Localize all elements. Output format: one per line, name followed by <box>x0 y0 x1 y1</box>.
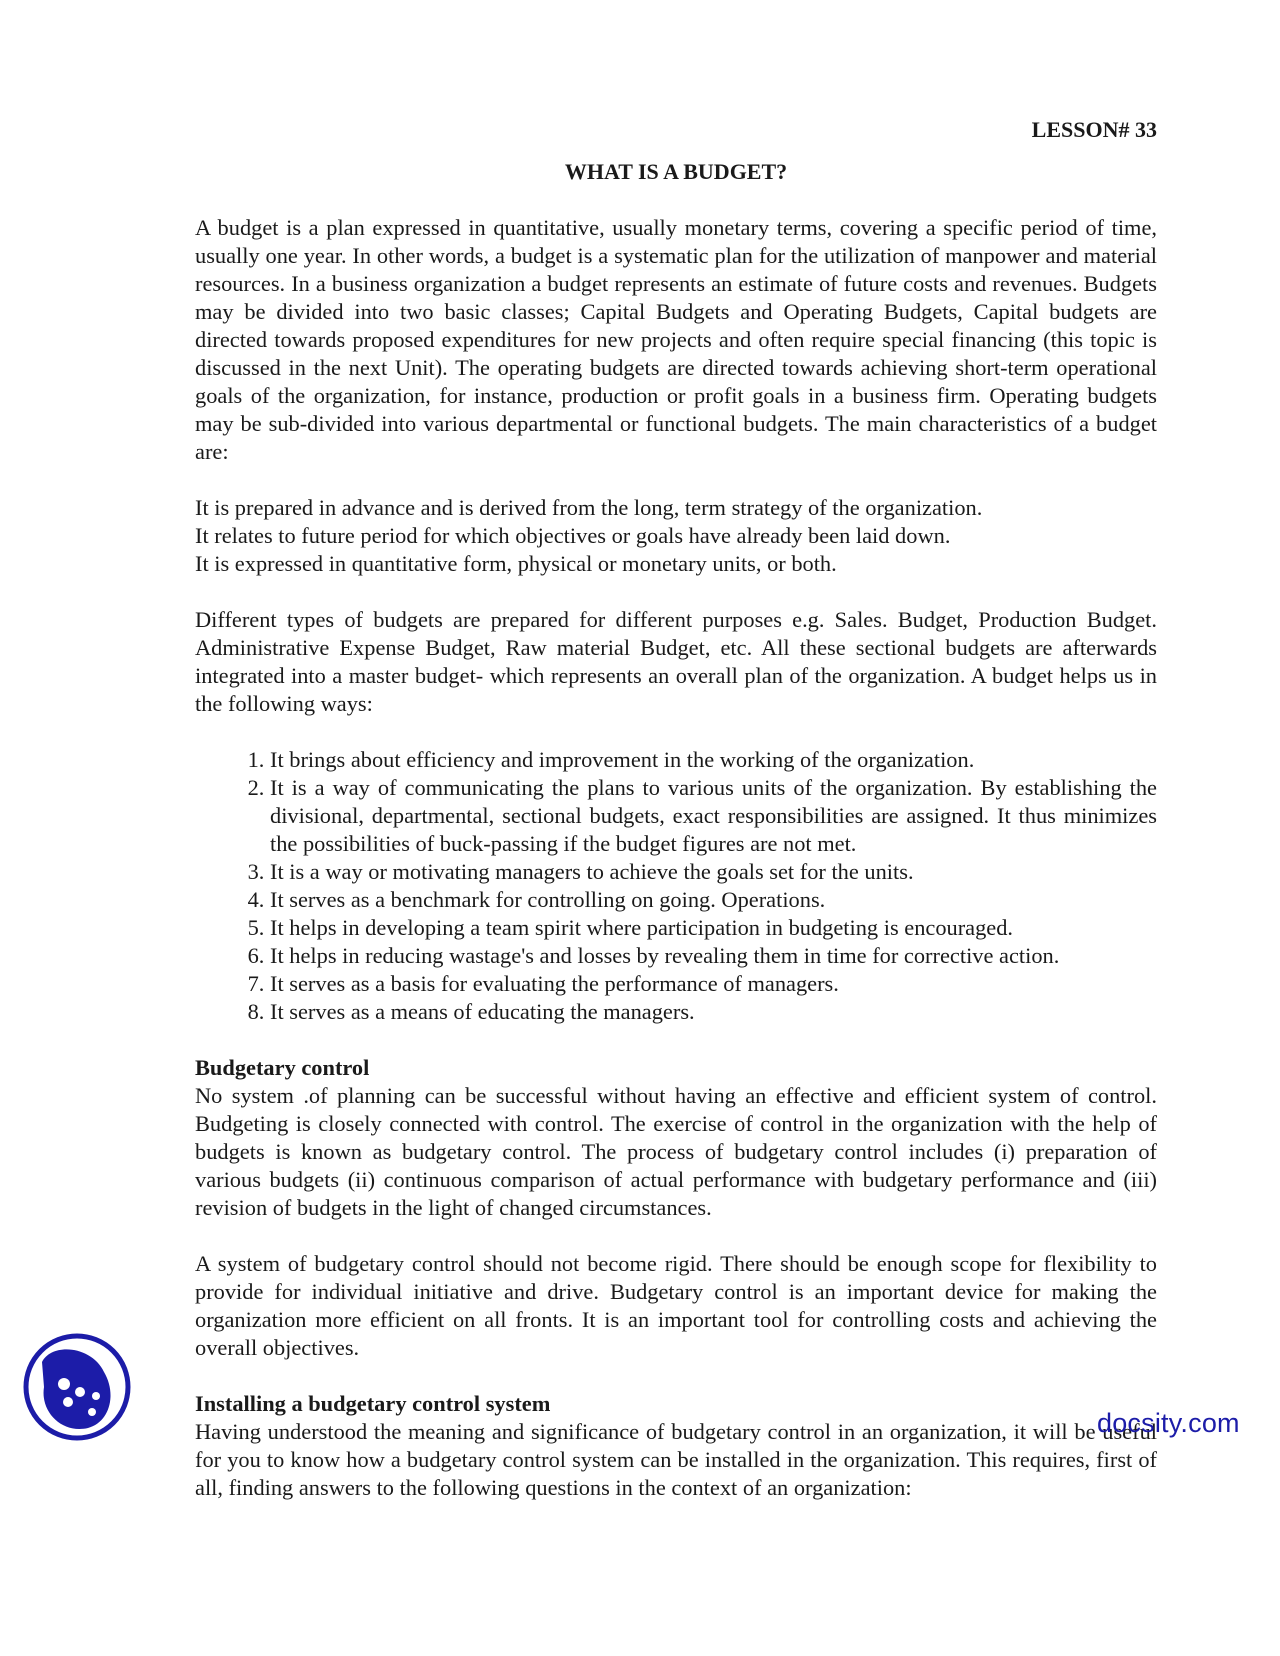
intro-paragraph: A budget is a plan expressed in quantitative, usually monetary terms, covering a specific period of time, usually one year. In other words, a budget is a systematic plan for the utilization of manpower and material resources. In a business organization a budget represents an estimate of future costs and revenues. Budgets may be divided into two basic classes; Capital Budgets and Operating Budgets, Capital budgets are directed towards proposed expenditures for new projects and often require special financing (this topic is discussed in the next Unit). The operating budgets are directed towards achieving short-term operational goals of the organization, for instance, production or profit goals in a business firm. Operating budgets may be sub-divided into various departmental or functional budgets. The main characteristics of a budget are: <box>195 215 1157 464</box>
benefit-item: 6. It helps in reducing wastage's and losses by revealing them in time for corrective action. <box>270 942 1157 970</box>
document-content <box>195 116 1157 1530</box>
benefit-item: 2. It is a way of communicating the plans to various units of the organization. By establishing the divisional, departmental, sectional budgets, exact responsibilities are assigned. It thus minimizes the possibilities of buck-passing if the budget figures are not met. <box>270 774 1157 858</box>
characteristic-item: It is prepared in advance and is derived from the long, term strategy of the organization. <box>195 495 983 520</box>
budgetary-control-flexibility-paragraph: A system of budgetary control should not become rigid. There should be enough scope for flexibility to provide for individual initiative and drive. Budgetary control is an important device for making the organization more efficient on all fronts. It is an important tool for controlling costs and achieving the overall objectives. <box>195 1251 1157 1360</box>
lesson-number: LESSON# 33 <box>1031 117 1157 142</box>
page-title: WHAT IS A BUDGET? <box>564 159 788 184</box>
installing-system-heading: Installing a budgetary control system <box>195 1391 551 1416</box>
docsity-brand-text: docsity.com <box>1097 1408 1240 1438</box>
installing-system-paragraph: Having understood the meaning and significance of budgetary control in an organization, it will be useful for you to know how a budgetary control system can be installed in the organization. This requires, first of all, finding answers to the following questions in the context of an organization: <box>195 1419 1157 1500</box>
budgetary-control-paragraph: No system .of planning can be successful without having an effective and efficient system of control. Budgeting is closely connected with control. The exercise of control in the organization with the help of budgets is known as budgetary control. The process of budgetary control includes (i) preparation of various budgets (ii) continuous comparison of actual performance with budgetary performance and (iii) revision of budgets in the light of changed circumstances. <box>195 1083 1157 1220</box>
benefit-item: 1. It brings about efficiency and improvement in the working of the organization. <box>270 746 1157 774</box>
benefit-item: 5. It helps in developing a team spirit where participation in budgeting is encouraged. <box>270 914 1157 942</box>
benefit-item: 8. It serves as a means of educating the managers. <box>270 998 1157 1026</box>
benefits-list <box>195 746 1157 1026</box>
benefit-item: 3. It is a way or motivating managers to achieve the goals set for the units. <box>270 858 1157 886</box>
budget-types-paragraph: Different types of budgets are prepared for different purposes e.g. Sales. Budget, Production Budget. Administrative Expense Budget, Raw material Budget, etc. All these sectional budgets are afterwards integrated into a master budget- which represents an overall plan of the organization. A budget helps us in the following ways: <box>195 607 1157 716</box>
characteristic-item: It is expressed in quantitative form, physical or monetary units, or both. <box>195 551 837 576</box>
characteristic-item: It relates to future period for which objectives or goals have already been laid down. <box>195 523 951 548</box>
docsity-logo-icon <box>22 1332 132 1442</box>
budgetary-control-heading: Budgetary control <box>195 1055 370 1080</box>
benefit-item: 4. It serves as a benchmark for controlling on going. Operations. <box>270 886 1157 914</box>
characteristics-list <box>195 494 1157 578</box>
benefit-item: 7. It serves as a basis for evaluating the performance of managers. <box>270 970 1157 998</box>
